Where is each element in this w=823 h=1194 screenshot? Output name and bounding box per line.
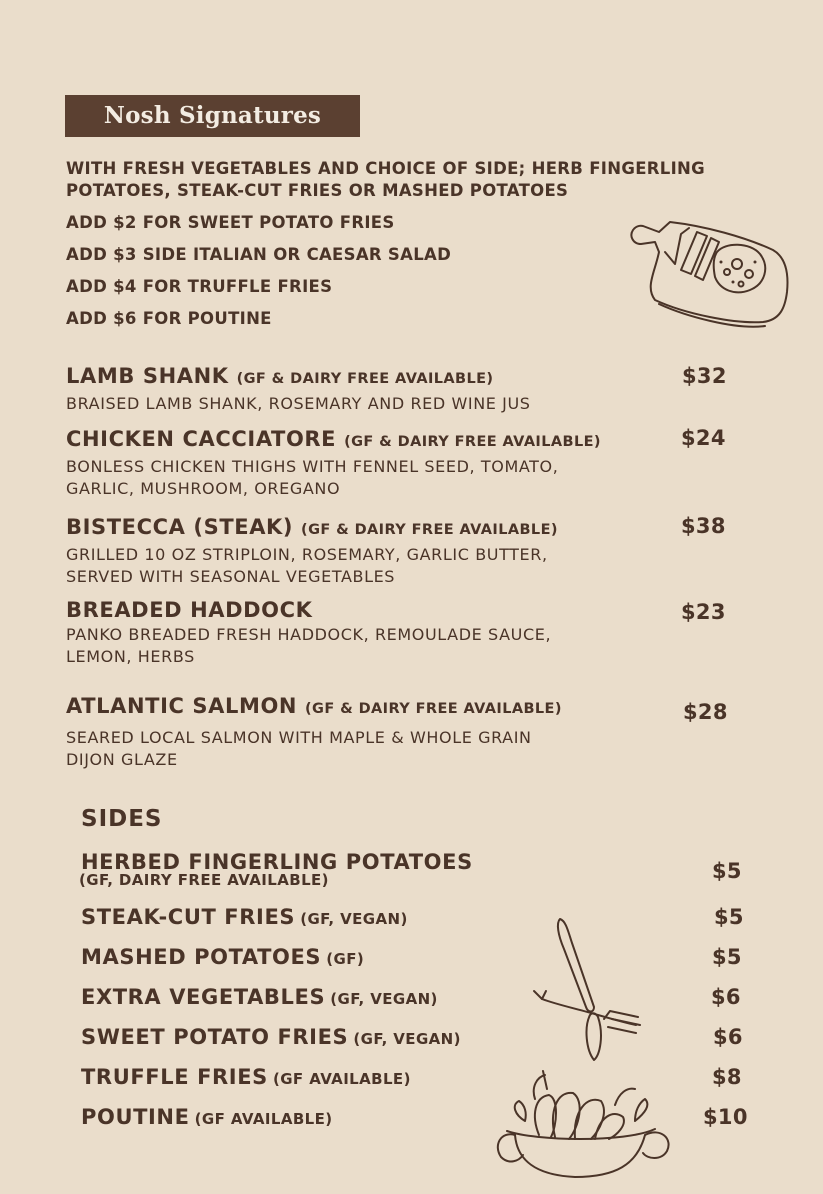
dish-desc-line: GARLIC, MUSHROOM, OREGANO bbox=[66, 479, 341, 498]
side-name: TRUFFLE FRIES bbox=[81, 1065, 268, 1089]
dish-price: $28 bbox=[683, 700, 728, 724]
dish-name: BISTECCA (STEAK) bbox=[66, 515, 294, 539]
side-price: $5 bbox=[712, 945, 742, 969]
addon-line: ADD $6 FOR POUTINE bbox=[66, 309, 272, 328]
dish-price: $38 bbox=[681, 514, 726, 538]
dish-desc-line: DIJON GLAZE bbox=[66, 750, 178, 769]
side-note: (GF, VEGAN) bbox=[330, 990, 438, 1008]
addon-line: ADD $2 FOR SWEET POTATO FRIES bbox=[66, 213, 395, 232]
side-price: $5 bbox=[714, 905, 744, 929]
side-price: $8 bbox=[712, 1065, 742, 1089]
dish-price: $32 bbox=[682, 364, 727, 388]
side-note: (GF, VEGAN) bbox=[353, 1030, 461, 1048]
side-price: $5 bbox=[712, 859, 742, 883]
side-price: $10 bbox=[703, 1105, 748, 1129]
cutting-board-icon bbox=[625, 212, 795, 330]
side-poutine bbox=[81, 1105, 333, 1129]
dish-lamb-shank bbox=[66, 363, 686, 415]
fork-spoon-icon bbox=[528, 915, 648, 1075]
addon-line: ADD $3 SIDE ITALIAN OR CAESAR SALAD bbox=[66, 245, 452, 264]
side-herbed-fingerling bbox=[81, 850, 473, 888]
dish-name: ATLANTIC SALMON bbox=[66, 694, 298, 718]
side-name: MASHED POTATOES bbox=[81, 945, 322, 969]
dish-desc-line: BRAISED LAMB SHANK, ROSEMARY AND RED WINE JUS bbox=[66, 394, 531, 413]
intro-text: WITH FRESH VEGETABLES AND CHOICE OF SIDE; HERB FINGERLING POTATOES, STEAK-CUT FRIES OR MASHED POTATOES bbox=[66, 159, 705, 200]
dish-note: (GF & DAIRY FREE AVAILABLE) bbox=[301, 522, 558, 538]
side-steak-cut-fries bbox=[81, 905, 408, 929]
dish-desc-line: GRILLED 10 OZ STRIPLOIN, ROSEMARY, GARLIC BUTTER, bbox=[66, 545, 548, 564]
dish-price: $23 bbox=[681, 600, 726, 624]
dish-bistecca bbox=[66, 514, 686, 588]
sides-heading: SIDES bbox=[81, 806, 163, 832]
dish-atlantic-salmon bbox=[66, 693, 686, 771]
dish-name: BREADED HADDOCK bbox=[66, 598, 313, 622]
side-sweet-potato-fries bbox=[81, 1025, 461, 1049]
dish-name: CHICKEN CACCIATORE bbox=[66, 427, 337, 451]
dish-name: LAMB SHANK bbox=[66, 364, 229, 388]
side-price: $6 bbox=[711, 985, 741, 1009]
side-note: (GF, VEGAN) bbox=[300, 910, 408, 928]
side-name: STEAK-CUT FRIES bbox=[81, 905, 296, 929]
addon-line: ADD $4 FOR TRUFFLE FRIES bbox=[66, 277, 333, 296]
side-price: $6 bbox=[713, 1025, 743, 1049]
dish-desc-line: LEMON, HERBS bbox=[66, 647, 195, 666]
side-name: EXTRA VEGETABLES bbox=[81, 985, 326, 1009]
dish-desc-line: SERVED WITH SEASONAL VEGETABLES bbox=[66, 567, 396, 586]
dish-desc-line: BONLESS CHICKEN THIGHS WITH FENNEL SEED, TOMATO, bbox=[66, 457, 559, 476]
side-mashed-potatoes bbox=[81, 945, 364, 969]
dish-desc-line: PANKO BREADED FRESH HADDOCK, REMOULADE SAUCE, bbox=[66, 625, 552, 644]
dish-price: $24 bbox=[681, 426, 726, 450]
side-note: (GF AVAILABLE) bbox=[194, 1110, 333, 1128]
side-note: (GF) bbox=[326, 950, 365, 968]
side-extra-vegetables bbox=[81, 985, 438, 1009]
side-name: SWEET POTATO FRIES bbox=[81, 1025, 349, 1049]
food-bowl-icon bbox=[495, 1065, 675, 1183]
dish-note: (GF & DAIRY FREE AVAILABLE) bbox=[305, 701, 562, 717]
dish-desc-line: SEARED LOCAL SALMON WITH MAPLE & WHOLE GRAIN bbox=[66, 728, 532, 747]
side-note: (GF, DAIRY FREE AVAILABLE) bbox=[79, 871, 329, 889]
dish-note: (GF & DAIRY FREE AVAILABLE) bbox=[344, 434, 601, 450]
dish-breaded-haddock bbox=[66, 597, 686, 668]
dish-chicken-cacciatore bbox=[66, 426, 686, 500]
section-title-banner: Nosh Signatures bbox=[65, 95, 360, 137]
side-note: (GF AVAILABLE) bbox=[272, 1070, 411, 1088]
side-name: HERBED FINGERLING POTATOES bbox=[81, 850, 473, 874]
side-name: POUTINE bbox=[81, 1105, 190, 1129]
side-truffle-fries bbox=[81, 1065, 411, 1089]
dish-note: (GF & DAIRY FREE AVAILABLE) bbox=[236, 371, 494, 387]
